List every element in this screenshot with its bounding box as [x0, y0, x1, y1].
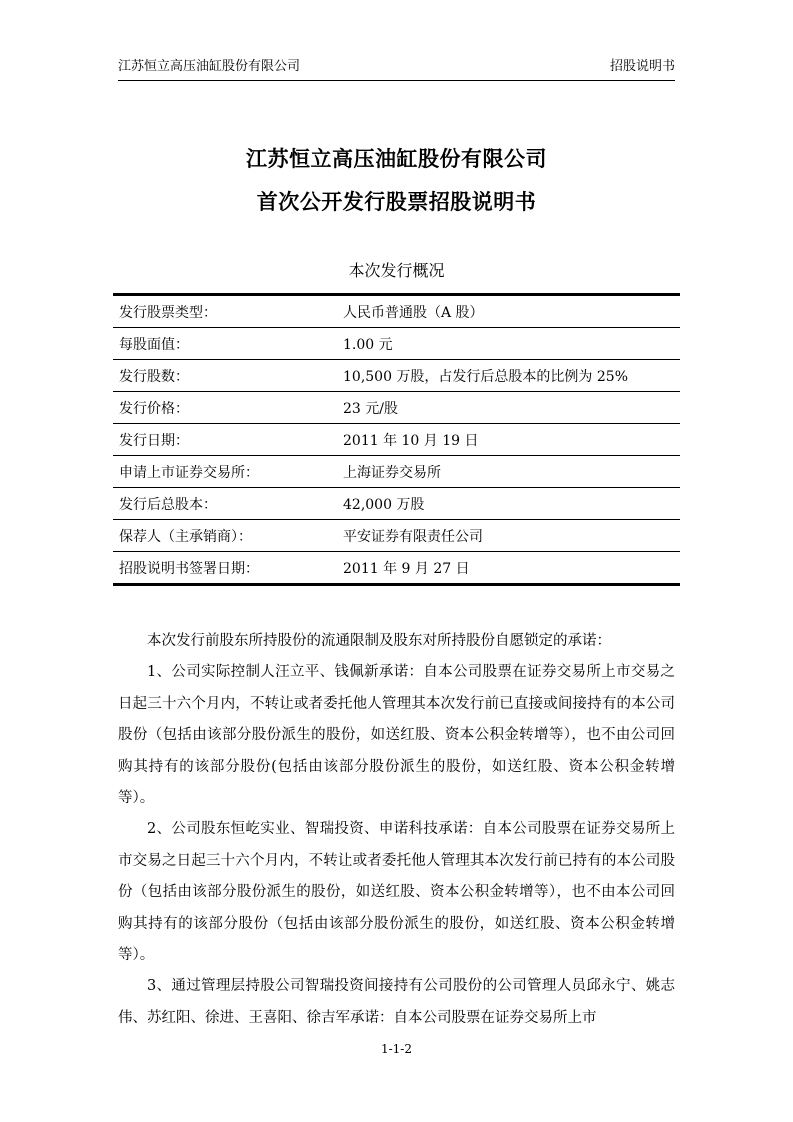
table-row — [113, 520, 680, 552]
row-label: 发行股票类型： — [113, 295, 337, 328]
lockup-commitments-section — [118, 626, 675, 1034]
row-value: 23 元/股 — [337, 392, 680, 424]
row-label: 发行后总股本： — [113, 488, 337, 520]
row-value: 人民币普通股（A 股） — [337, 295, 680, 328]
page-number: 1-1-2 — [380, 1042, 412, 1056]
row-label: 招股说明书签署日期： — [119, 560, 259, 577]
table-row — [113, 488, 680, 520]
document-title: 首次公开发行股票招股说明书 — [256, 190, 537, 214]
row-value: 1.00 元 — [337, 328, 680, 360]
row-value: 10,500 万股，占发行后总股本的比例为 25% — [337, 360, 680, 392]
row-value: 上海证券交易所 — [337, 456, 680, 488]
row-value: 2011 年 9 月 27 日 — [343, 560, 470, 577]
row-label: 发行日期： — [113, 424, 337, 456]
row-label: 保荐人（主承销商）： — [113, 520, 337, 552]
header-company-name: 江苏恒立高压油缸股份有限公司 — [118, 59, 301, 74]
paragraph-commitment-1: 1、公司实际控制人汪立平、钱佩新承诺：自本公司股票在证券交易所上市交易之日起三十六个月内，不转让或者委托他人管理其本次发行前已直接或间接持有的本公司股份（包括由该部分股份派生的股份，如送红股、资本公积金转增等），也不由公司回购其持有的该部分股份(包括由该部分股份派生的股份，如送红股、资本公积金转增等）。 — [118, 664, 675, 807]
table-row — [113, 456, 680, 488]
paragraph-commitment-3: 3、通过管理层持股公司智瑞投资间接持有公司股份的公司管理人员邱永宁、姚志伟、苏红阳、徐进、王喜阳、徐吉军承诺：自本公司股票在证券交易所上市 — [118, 978, 675, 1026]
table-row — [113, 360, 680, 392]
overview-heading: 本次发行概况 — [348, 261, 445, 280]
header-document-type: 招股说明书 — [609, 59, 675, 74]
row-value: 2011 年 10 月 19 日 — [337, 424, 680, 456]
document-title-company: 江苏恒立高压油缸股份有限公司 — [246, 147, 547, 171]
paragraph-intro: 本次发行前股东所持股份的流通限制及股东对所持股份自愿锁定的承诺： — [147, 633, 611, 649]
table-row — [113, 392, 680, 424]
table-row — [113, 552, 680, 585]
table-row — [113, 328, 680, 360]
row-value: 平安证券有限责任公司 — [337, 520, 680, 552]
table-row — [113, 424, 680, 456]
row-label: 发行价格： — [113, 392, 337, 424]
issuance-overview-table — [113, 293, 680, 586]
page-header — [118, 56, 675, 81]
row-label: 发行股数： — [113, 360, 337, 392]
row-label: 申请上市证券交易所： — [113, 456, 337, 488]
table-row — [113, 295, 680, 328]
row-value: 42,000 万股 — [337, 488, 680, 520]
paragraph-commitment-2: 2、公司股东恒屹实业、智瑞投资、申诺科技承诺：自本公司股票在证券交易所上市交易之日起三十六个月内，不转让或者委托他人管理其本次发行前已持有的本公司股份（包括由该部分股份派生的股份，如送红股、资本公积金转增等），也不由本公司回购其持有的该部分股份（包括由该部分股份派生的股份，如送红股、资本公积金转增等）。 — [118, 821, 675, 964]
row-label: 每股面值： — [113, 328, 337, 360]
